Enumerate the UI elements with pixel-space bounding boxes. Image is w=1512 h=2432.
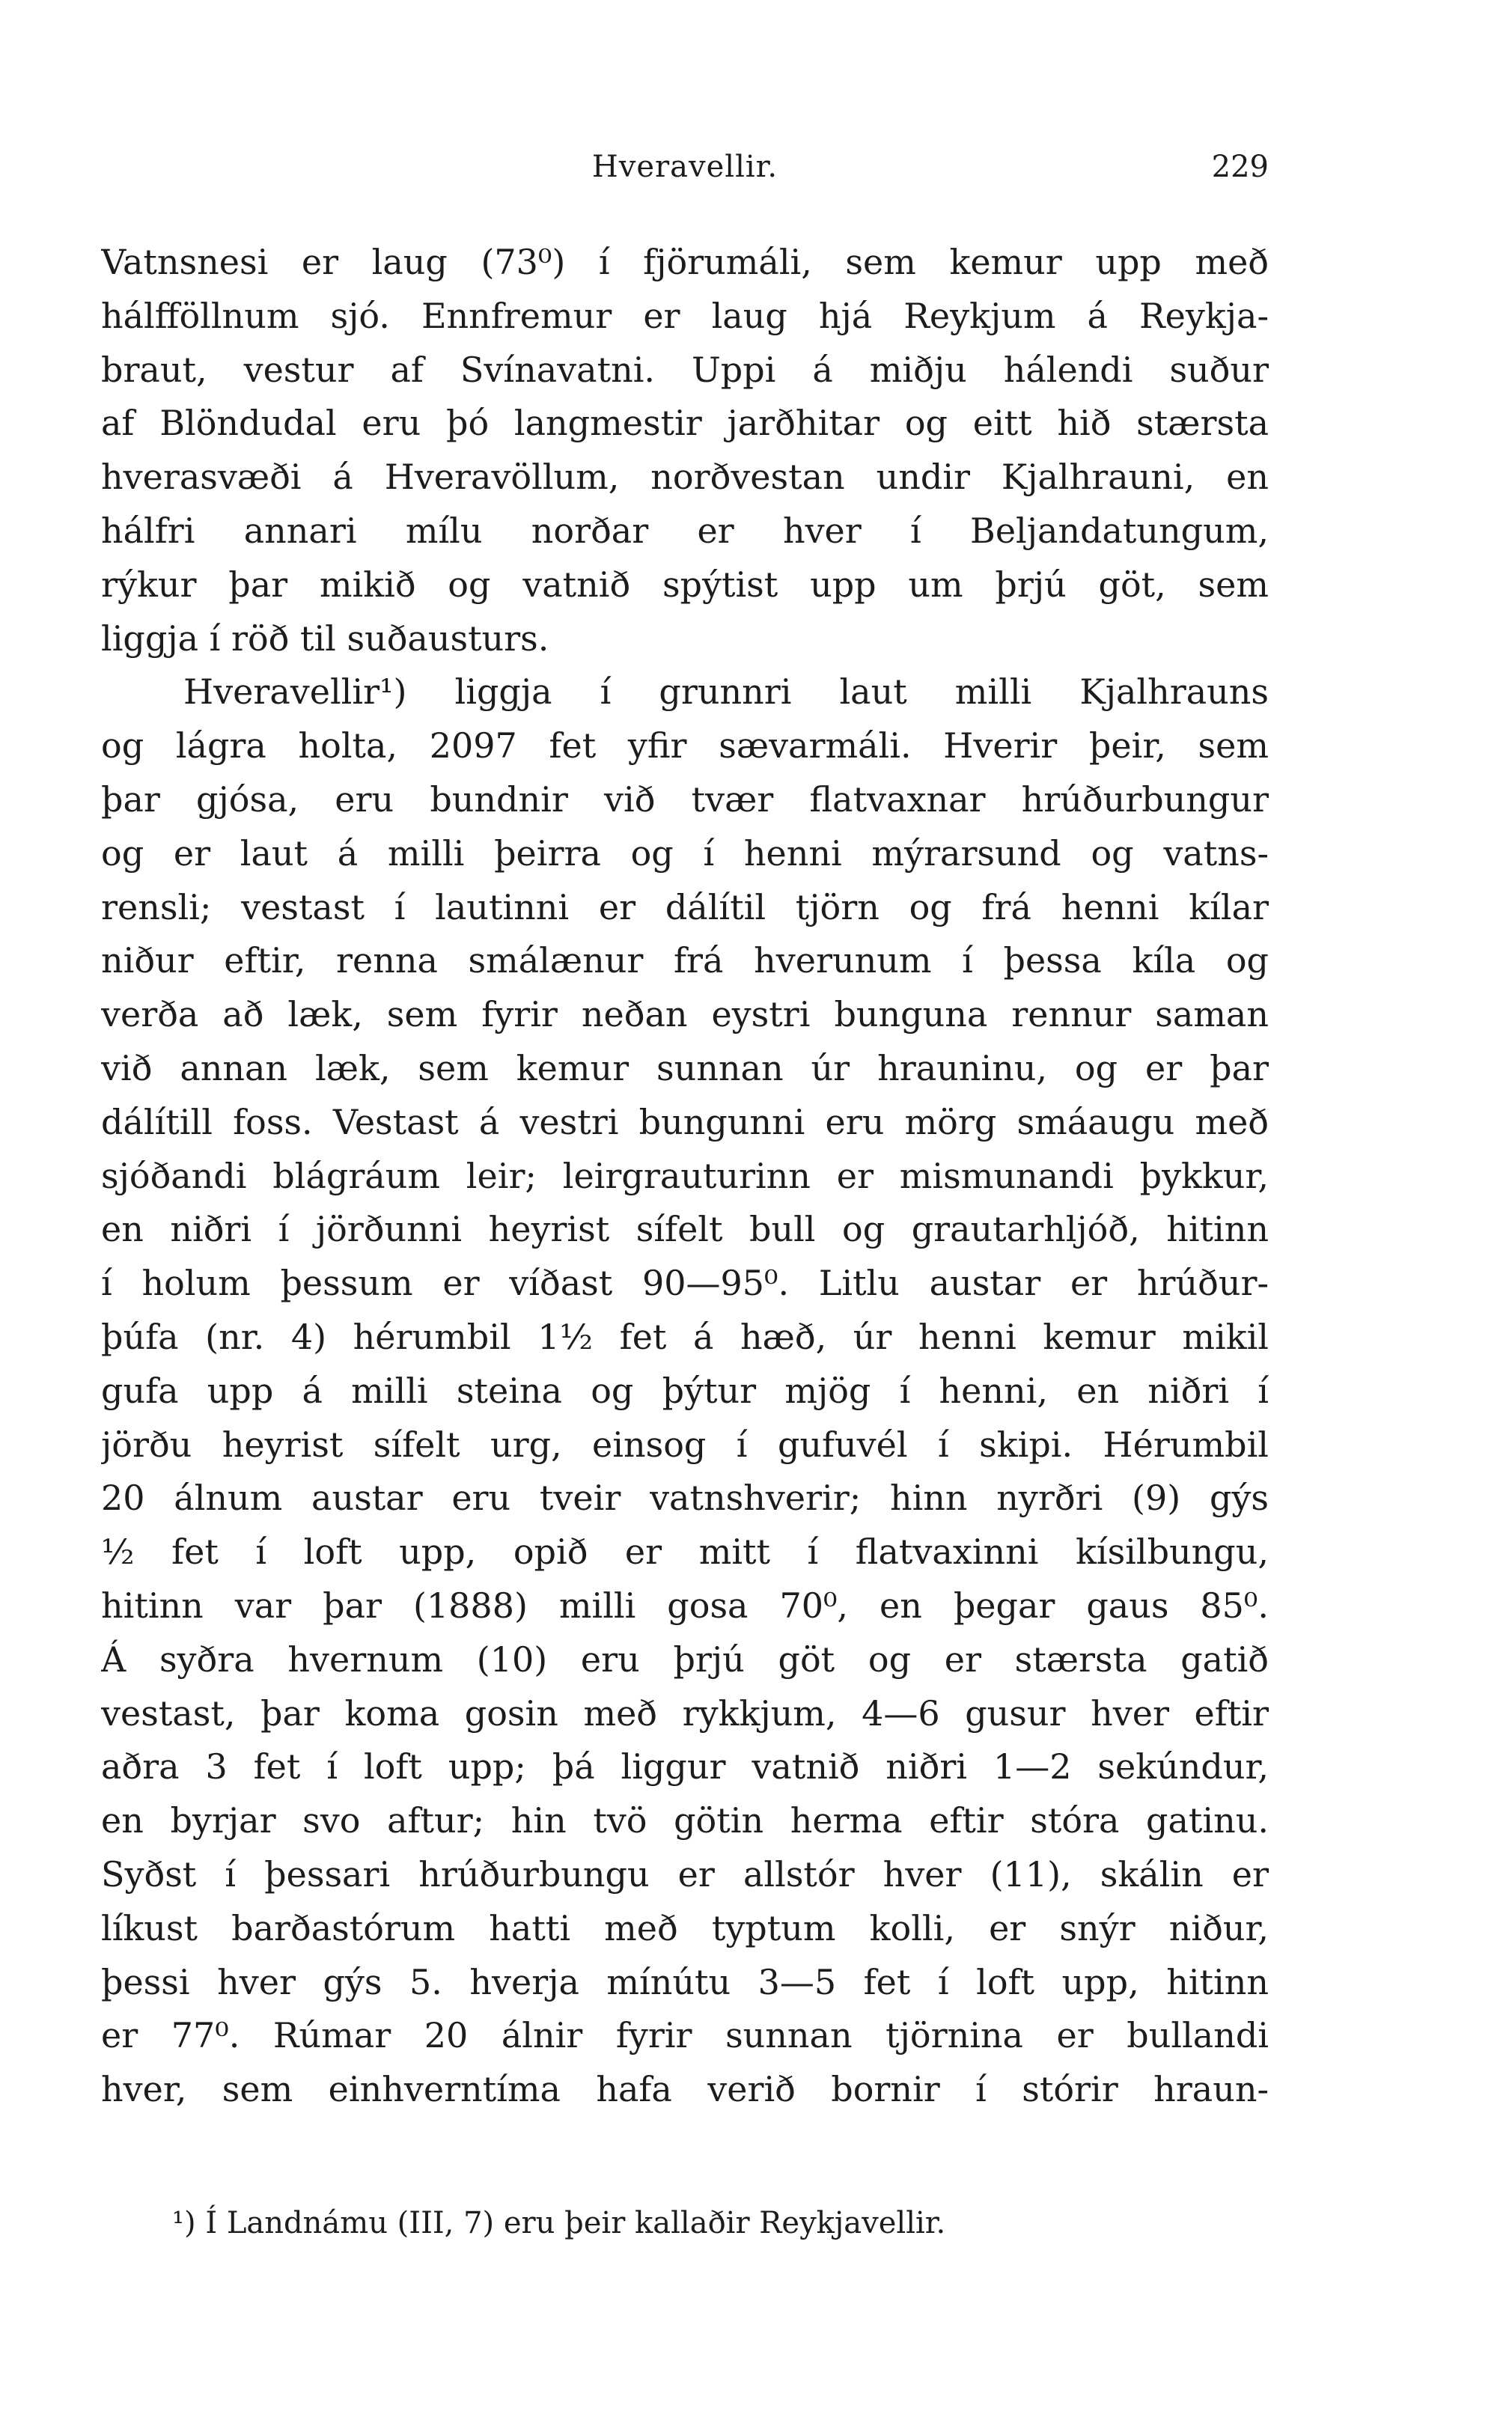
- text-line: en niðri í jörðunni heyrist sífelt bull og grautarhljóð, hitinn: [101, 1209, 1269, 1250]
- text-line: hver, sem einhverntíma hafa verið bornir í stórir hraun-: [101, 2069, 1269, 2110]
- text-line: sjóðandi blágráum leir; leirgrauturinn er mismunandi þykkur,: [101, 1155, 1269, 1196]
- text-line: Á syðra hvernum (10) eru þrjú göt og er stærsta gatið: [101, 1639, 1269, 1680]
- text-line: ½ fet í loft upp, opið er mitt í flatvaxinni kísilbungu,: [101, 1532, 1269, 1573]
- text-line: þar gjósa, eru bundnir við tvær flatvaxnar hrúðurbungur: [101, 778, 1269, 820]
- text-line: Vatnsnesi er laug (73⁰) í fjörumáli, sem kemur upp með: [101, 242, 1269, 282]
- text-line: hitinn var þar (1888) milli gosa 70⁰, en þegar gaus 85⁰.: [101, 1585, 1269, 1626]
- body-text: [101, 236, 1269, 2117]
- text-line: 20 álnum austar eru tveir vatnshverir; hinn nyrðri (9) gýs: [101, 1478, 1269, 1519]
- text-line: við annan læk, sem kemur sunnan úr hrauninu, og er þar: [101, 1047, 1269, 1088]
- text-line: en byrjar svo aftur; hin tvö götin herma eftir stóra gatinu.: [101, 1800, 1269, 1841]
- text-line: af Blöndudal eru þó langmestir jarðhitar og eitt hið stærsta: [101, 403, 1269, 444]
- text-line: rensli; vestast í lautinni er dálítil tjörn og frá henni kílar: [101, 886, 1269, 927]
- text-line: í holum þessum er víðast 90—95⁰. Litlu austar er hrúður-: [101, 1263, 1269, 1304]
- text-line: rýkur þar mikið og vatnið spýtist upp um þrjú göt, sem: [101, 564, 1269, 605]
- text-line: hálfri annari mílu norðar er hver í Beljandatungum,: [101, 510, 1269, 551]
- text-line: hverasvæði á Hveravöllum, norðvestan undir Kjalhrauni, en: [101, 457, 1269, 498]
- page-number: 229: [1211, 150, 1269, 184]
- running-head: Hveravellir.: [591, 150, 778, 184]
- text-line: aðra 3 fet í loft upp; þá liggur vatnið niðri 1—2 sekúndur,: [101, 1746, 1269, 1788]
- text-line: gufa upp á milli steina og þýtur mjög í henni, en niðri í: [101, 1370, 1269, 1411]
- text-line: og er laut á milli þeirra og í henni mýrarsund og vatns-: [101, 832, 1269, 874]
- text-line: og lágra holta, 2097 fet yfir sævarmáli. Hverir þeir, sem: [101, 725, 1269, 767]
- text-line: dálítill foss. Vestast á vestri bungunni eru mörg smáaugu með: [101, 1101, 1269, 1142]
- text-line: líkust barðastórum hatti með typtum kolli, er snýr niður,: [101, 1907, 1269, 1948]
- text-line: þessi hver gýs 5. hverja mínútu 3—5 fet í loft upp, hitinn: [101, 1961, 1269, 2002]
- text-line: verða að læk, sem fyrir neðan eystri bunguna rennur saman: [101, 994, 1269, 1035]
- text-line: braut, vestur af Svínavatni. Uppi á miðju hálendi suður: [101, 349, 1269, 390]
- text-line: Hveravellir¹) liggja í grunnri laut milli Kjalhrauns: [183, 671, 1269, 713]
- text-line: niður eftir, renna smálænur frá hverunum í þessa kíla og: [101, 940, 1269, 981]
- text-line: þúfa (nr. 4) hérumbil 1½ fet á hæð, úr henni kemur mikil: [101, 1316, 1269, 1357]
- text-line: hálfföllnum sjó. Ennfremur er laug hjá Reykjum á Reykja-: [101, 295, 1269, 336]
- text-line: jörðu heyrist sífelt urg, einsog í gufuvél í skipi. Hérumbil: [101, 1424, 1269, 1465]
- text-line: vestast, þar koma gosin með rykkjum, 4—6 gusur hver eftir: [101, 1692, 1269, 1734]
- text-line: Syðst í þessari hrúðurbungu er allstór hver (11), skálin er: [101, 1853, 1269, 1895]
- footnote: ¹) Í Landnámu (III, 7) eru þeir kallaðir Reykjavellir.: [172, 2206, 946, 2240]
- text-line: liggja í röð til suðausturs.: [101, 618, 549, 659]
- page-header: [101, 150, 1269, 202]
- text-line: er 77⁰. Rúmar 20 álnir fyrir sunnan tjörnina er bullandi: [101, 2015, 1269, 2056]
